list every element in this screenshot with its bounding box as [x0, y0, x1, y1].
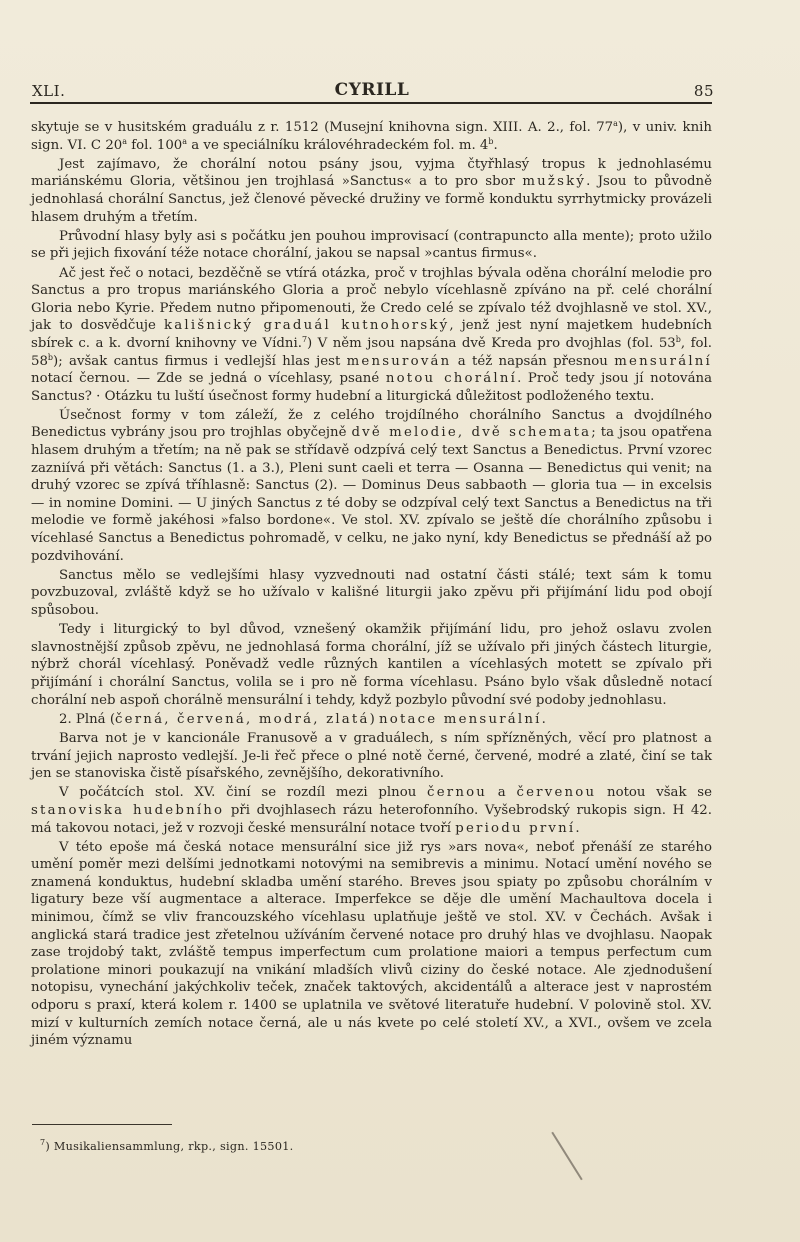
- text-run: ); avšak cantus firmus i vedlejší hlas jest: [53, 353, 347, 369]
- text-run: a též napsán přesnou: [451, 353, 615, 369]
- text-run: Průvodní hlasy byly asi s počátku jen pouhou improvisací (contrapuncto alla mente); proto užilo se při jejich fixování téže notace chorální, jakou se napsal »cantus firmus«.: [31, 228, 712, 262]
- paragraph: [31, 228, 712, 263]
- pen-mark: [551, 1132, 582, 1181]
- text-run: Tedy i liturgický to byl důvod, vznešený okamžik přijímání lidu, pro jehož oslavu zvolen slavnostnější způsob zpěvu, ne jednohlasá forma chorální, jíž se užívalo při jiných částech liturgie, nýbrž chorál vícehlasý. Poněvadž vedle různých kantilen a vícehlasých motett se zpívalo při přijímání i chorální Sanctus, volila se i pro ně forma vícehlasu. Psáno bylo však důsledně notací chorální neb aspoň chorálně mensurální i tehdy, když pozbylo původní své podoby jednohlasu.: [31, 622, 712, 708]
- paragraph: [31, 784, 712, 837]
- text-run: ) V něm jsou napsána dvě Kreda pro dvojhlas (fol. 53: [307, 335, 676, 351]
- text-run: při dvojhlasech rázu heterofonního. Vyšebrodský rukopis sign. H 42. má takovou notaci, jež v rozvoji české mensurální notace tvoří: [31, 802, 712, 836]
- spaced-emphasis: mensurován: [346, 353, 452, 369]
- text-run: Jest zajímavo, že chorální notou psány jsou, vyjma čtyřhlasý tropus k jednohlasému mariánskému Gloria, většinou jen trojhlasá »Sanctus« a to pro sbor: [31, 156, 712, 190]
- chapter-number: XLI.: [32, 82, 66, 100]
- paragraph: [31, 839, 712, 1050]
- text-run: .: [575, 820, 580, 836]
- text-run: Úsečnost formy v tom záleží, že z celého trojdílného chorálního Sanctus a dvojdílného Benedictus vybrány jsou pro trojhlas obyčejně: [31, 407, 712, 441]
- superscript: a: [613, 119, 618, 128]
- text-run: ), v univ. knih sign. VI. C 20: [31, 120, 712, 153]
- text-run: . Proč tedy jsou jí notována Sanctus? · Otázku tu luští úsečnost formy hudební a liturgická důležitost podloženého textu.: [31, 371, 712, 404]
- text-run: . Jsou to původně jednohlasá chorální Sanctus, jež členové pěvecké družiny ve formě konduktu syrrhytmicky provázeli hlasem druhým a třetím.: [31, 174, 712, 225]
- text-run: skytuje se v husitském graduálu z r. 1512 (Musejní knihovna sign. XIII. A. 2., fol. 77: [31, 120, 614, 135]
- paragraph: [31, 407, 712, 565]
- paragraph: [31, 621, 712, 709]
- paragraph: [31, 156, 712, 226]
- text-run: notací černou. — Zde se jedná o vícehlasy, psané: [31, 371, 386, 387]
- text-run: Barva not je v kancionále Franusově a v graduálech, s ním spřízněných, věcí pro platnost a trvání jejich naprosto vedlejší. Je-li řeč přece o plné notě černé, červené, modré a zlaté, činí se tak jen se stanoviska čistě písařského, zevnějšího, dekorativního.: [31, 730, 712, 782]
- text-run: a: [487, 785, 517, 801]
- paragraph: [31, 567, 712, 620]
- text-run: Ač jest řeč o notaci, bezděčně se vtírá otázka, proč v trojhlas bývala oděna chorální melodie pro Sanctus a pro tropus mariánského Gloria a proč nebylo vícehlasně zpíváno na př. celé chorální Gloria nebo Kyrie. Předem nutno připomenouti, že Credo celé se zpívalo též dvojhlasně ve stol. XV., jak to dosvědčuje: [31, 265, 712, 334]
- spaced-emphasis: černá, červená, modrá, zlatá: [115, 711, 370, 727]
- paragraph: [31, 711, 712, 729]
- page-number: 85: [693, 82, 714, 100]
- text-run: , jenž jest nyní majetkem hudebních sbírek c. a k. dvorní knihovny ve Vídni.: [31, 318, 712, 351]
- running-header: [32, 80, 712, 102]
- text-run: .: [541, 711, 546, 727]
- text-run: V této epoše má česká notace mensurální sice již rys »ars nova«, neboť přenáší ze starého umění poměr mezi delšími jednotkami notovými na semibrevis a minimu. Notací umění nového se znamená konduktus, hudební skladba umění starého. Breves jsou spiaty po způsobu chorálním v ligatury beze vší augmentace a alterace. Imperfekce se děje dle umění Machaultova docela i minimou, čímž se vliv francouzského vícehlasu uplatňuje ještě ve stol. XV. v Čechách. Avšak i anglická stará tradice jest zřetelnou užíváním červené notace pro druhý hlas ve dvojhlasu. Naopak zase trojdobý takt, zvláště tempus imperfectum cum prolatione maiori a tempus perfectum cum prolatione minori poukazují na vnikání mladších vlivů ciziny do české notace. Ale zjednodušení notopisu, vynechání jakýchkoliv teček, značek taktových, akcidentálů a alterace jest v naprostém odporu s praxí, která kolem r. 1400 se uplatnila ve světové literatuře hudební. V polovině stol. XV. mizí v kulturních zemích notace černá, ale u nás kvete po celé století XV., a XVI., ovšem ve zcela jiném významu: [31, 839, 712, 1049]
- text-run: a ve speciálníku královéhradeckém fol. m. 4: [187, 137, 489, 153]
- footnote-rule: [32, 1124, 172, 1125]
- spaced-emphasis: notace mensurální: [379, 711, 542, 727]
- spaced-emphasis: mensurální: [614, 353, 712, 369]
- paragraph: [31, 730, 712, 783]
- footnote-marker: 7: [40, 1138, 46, 1147]
- spaced-emphasis: dvě melodie, dvě schemata: [351, 425, 592, 441]
- paragraph: [31, 119, 712, 154]
- paragraph: [31, 265, 712, 406]
- spaced-emphasis: kališnický graduál kutnohorský: [164, 318, 450, 334]
- text-run: ; ta jsou opatřena hlasem druhým a třetím; na ně pak se střídavě odzpívá celý text Sanctus a Benedictus. První vzorec zazniívá při větách: Sanctus (1. a 3.), Pleni sunt caeli et terra — Osanna — Benedictus qui venit; na druhý vzorec se zpívá tříhlasně: Sanctus (2). — Dominus Deus sabbaoth — gloria tua — in excelsis — in nomine Domini. — U jiných Sanctus z té doby se odzpíval celý text Sanctus a Benedictus na tři melodie ve formě jakéhosi »falso bordone«. Ve stol. XV. zpívalo se ještě díe chorálního způsobu i vícehlasé Sanctus a Benedictus pohromadě, v celku, ne jako nyní, kdy Benedictus se přednáší až po pozdvihování.: [31, 425, 712, 564]
- spaced-emphasis: stanoviska hudebního: [31, 802, 225, 818]
- body-text: [31, 119, 712, 1050]
- superscript: 7: [301, 334, 308, 344]
- superscript: b: [47, 352, 54, 362]
- spaced-emphasis: černou: [427, 785, 488, 801]
- superscript: b: [675, 334, 681, 344]
- spaced-emphasis: mužský: [522, 174, 587, 190]
- superscript: a: [182, 136, 188, 146]
- footnote: [40, 1140, 294, 1153]
- footnote-text: ) Musikaliensammlung, rkp., sign. 15501.: [45, 1140, 294, 1153]
- text-run: Sanctus mělo se vedlejšími hlasy vyzvednouti nad ostatní části stálé; text sám k tomu povzbuzoval, zvláště když se ho užívalo v kališné liturgii jako zpěvu při přijímání lidu pod obojí spůsobou.: [31, 567, 712, 618]
- text-run: notou však se: [596, 785, 712, 801]
- spaced-emphasis: notou chorální: [385, 371, 518, 387]
- spaced-emphasis: periodu první: [455, 820, 576, 836]
- text-run: fol. 100: [127, 137, 183, 153]
- text-run: ): [369, 711, 379, 727]
- header-rule: [30, 102, 712, 104]
- superscript: b: [488, 136, 494, 146]
- text-run: .: [493, 137, 498, 153]
- superscript: a: [122, 136, 128, 146]
- text-run: 2. Plná (: [59, 711, 116, 727]
- spaced-emphasis: červenou: [516, 785, 597, 801]
- text-run: , fol. 58: [31, 335, 712, 369]
- running-title: CYRILL: [334, 80, 410, 100]
- text-run: V počátcích stol. XV. činí se rozdíl mezi plnou: [59, 785, 428, 801]
